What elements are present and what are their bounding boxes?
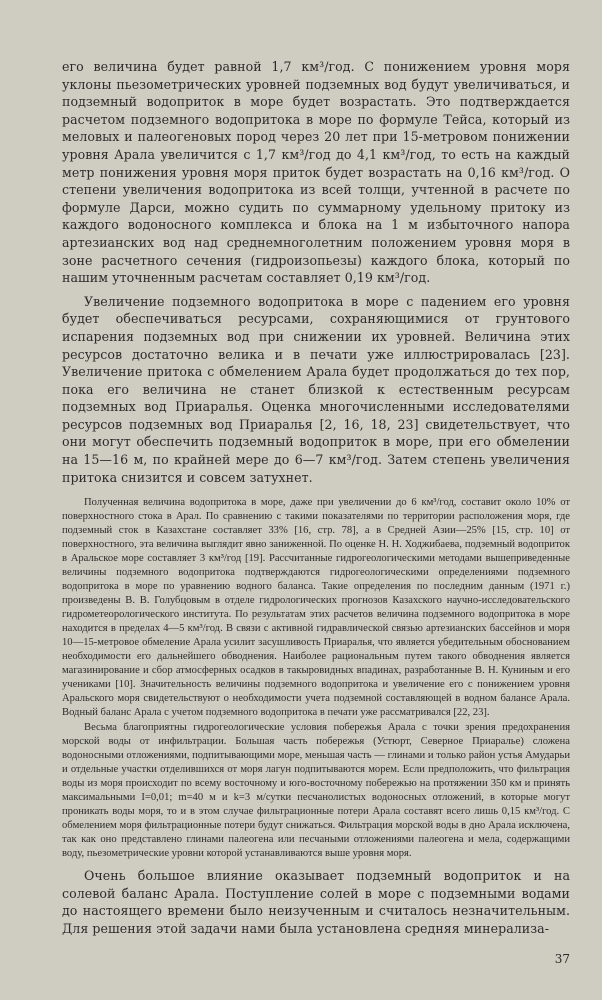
page-number: 37 (554, 952, 570, 966)
small-paragraph-inflow-estimate: Полученная величина водопритока в море, даже при увеличении до 6 км³/год, составит около 10% от поверхностного стока в Арал. По сравнению с такими показателями по территории расположения моря, где подземный сток в Казахстане составляет 33% [16, стр. 78], а в Средней Азии—25% [15, стр. 10] от поверхностного, эта величина выглядит явно заниженной. По оценке Н. Н. Ходжибаева, подземный водоприток в Аральское море составляет 3 км³/год [19]. Рассчитанные гидрогеологическими методами вышеприведенные величины подземного водопритока подтверждаются гидрогеологическими определениями подземного водопритока в море по уравнению водного баланса. Такие определения по последним данным (1971 г.) произведены В. В. Голубцовым в отделе гидрологических прогнозов Казахского научно-исследовательского гидрометеорологического института. По результатам этих расчетов величина подземного водопритока в море находится в пределах 4—5 км³/год. В связи с активной гидравлической связью артезианских бассейнов и моря 10—15-метровое обмеление Арала усилит засушливость Приаралья, что является убедительным обоснованием необходимости его дальнейшего обводнения. Наиболее рациональным путем такого обводнения является магазинирование и сбор атмосферных осадков в такыровидных впадинах, разработанные В. Н. Куниным и его учениками [10]. Значительность величины подземного водопритока и увеличение его с понижением уровня Аральского моря свидетельствуют о необходимости учета подземной составляющей в водном балансе Арала. Водный баланс Арала с учетом подземного водопритока в печати уже рассматривался [22, 23]. (62, 497, 570, 719)
paragraph-groundwater-increase: Увеличение подземного водопритока в море с падением его уровня будет обеспечиваться ресурсами, сохраняющимися от грунтового испарения подземных вод при снижении их уровней. Величина этих ресурсов достаточно велика и в печати уже иллюстрировалась [23]. Увеличение притока с обмелением Арала будет продолжаться до тех пор, пока его величина не станет близкой к естественным ресурсам подземных вод Приаралья. Оценка многочисленными исследователями ресурсов подземных вод Приаралья [2, 16, 18, 23] свидетельствует, что они могут обеспечить подземный водоприток в море, при его обмелении на 15—16 м, по крайней мере до 6—7 км³/год. Затем степень увеличения притока снизится и совсем затухнет. (62, 293, 570, 485)
paragraph-continued: его величина будет равной 1,7 км³/год. С понижением уровня моря уклоны пьезометрических уровней подземных вод будут увеличиваться, и подземный водоприток в море будет возрастать. Это подтверждается расчетом подземного водопритока в море по формуле Тейса, который из меловых и палеогеновых пород через 20 лет при 15-метровом понижении уровня Арала увеличится с 1,7 км³/год до 4,1 км³/год, то есть на каждый метр понижения уровня моря приток будет возрастать на 0,16 км³/год. О степени увеличения водопритока из всей толщи, учтенной в расчете по формуле Дарси, можно судить по суммарному удельному притоку из каждого водоносного комплекса и блока на 1 м избыточного напора артезианских вод над среднемноголетним положением уровня моря в зоне расчетного сечения (гидроизопьезы) каждого блока, который по нашим уточненным расчетам составляет 0,19 км³/год. (62, 59, 570, 286)
small-paragraph-filtration: Весьма благоприятны гидрогеологические условия побережья Арала с точки зрения предохранения морской воды от инфильтрации. Большая часть побережья (Устюрт, Северное Приаралье) сложена водоносными отложениями, подпитывающими море, меньшая часть — глинами и только район устья Амударьи и отдельные участки отделившихся от моря лагун подпитываются морем. Если предположить, что фильтрация воды из моря происходит по всему восточному и юго-восточному побережью на протяжении 350 км и принять максимальными I=0,01; m=40 м и k=3 м/сутки песчанолистых водоносных отложений, в которые могут проникать воды моря, то и в этом случае фильтрационные потери Арала составят всего лишь 0,15 км³/год. С обмелением моря фильтрационные потери будут снижаться. Фильтрация морской воды в дно Арала исключена, так как оно представлено глинами палеогена или песчаными отложениями палеогена и мела, содержащими воду, пьезометрические уровни которой устанавливаются выше уровня моря. (62, 722, 570, 860)
small-print-section (62, 496, 570, 861)
paragraph-salt-balance: Очень большое влияние оказывает подземный водоприток и на солевой баланс Арала. Поступление солей в море с подземными водами до настоящего времени было неизученным и считалось незначительным. Для решения этой задачи нами была установлена средняя минерализа- (62, 868, 570, 937)
